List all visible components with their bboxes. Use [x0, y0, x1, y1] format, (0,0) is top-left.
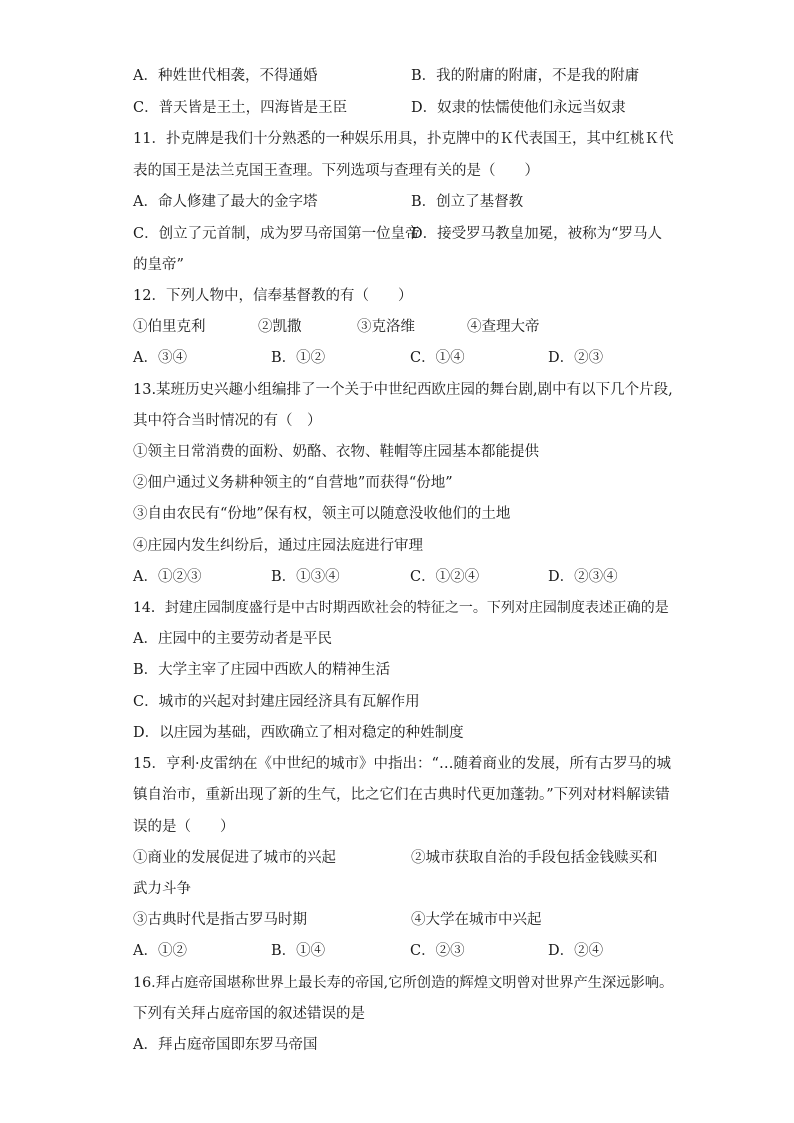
q15-item-3: ③古典时代是指古罗马时期	[133, 912, 307, 928]
q15-option-d: D．②④	[548, 943, 604, 959]
q12-item-1: ①伯里克利	[133, 319, 206, 335]
q13-item-1: ①领主日常消费的面粉、奶酪、衣物、鞋帽等庄园基本都能提供	[133, 444, 539, 460]
q14-option-a: A．庄园中的主要劳动者是平民	[133, 631, 332, 647]
q12-item-4: ④查理大帝	[467, 319, 540, 335]
q15-option-a: A．①②	[133, 943, 187, 959]
q12-option-c: C．①④	[410, 350, 465, 366]
q16-option-a: A．拜占庭帝国即东罗马帝国	[133, 1037, 318, 1053]
q10-option-b: B．我的附庸的附庸，不是我的附庸	[411, 68, 640, 84]
q13-item-3: ③自由农民有“份地”保有权，领主可以随意没收他们的土地	[133, 506, 511, 522]
q13-item-4: ④庄园内发生纠纷后，通过庄园法庭进行审理	[133, 538, 423, 554]
q13-item-2: ②佃户通过义务耕种领主的“自营地”而获得“份地”	[133, 475, 453, 491]
q12-option-d: D．②③	[548, 350, 604, 366]
q11-option-a: A．命人修建了最大的金字塔	[133, 194, 318, 210]
q12-item-2: ②凯撒	[258, 319, 302, 335]
q11-option-d: D．接受罗马教皇加冕，被称为“罗马人	[411, 226, 663, 242]
q15-item-1: ①商业的发展促进了城市的兴起	[133, 850, 336, 866]
q14-option-c: C．城市的兴起对封建庄园经济具有瓦解作用	[133, 694, 420, 710]
q13-option-b: B．①③④	[271, 569, 340, 585]
q11-option-d-continued: 的皇帝”	[133, 257, 184, 273]
q13-stem-line2: 其中符合当时情况的有（ ）	[133, 413, 322, 429]
q12-stem: 12．下列人物中，信奉基督教的有（ ）	[133, 288, 413, 304]
q11-stem-line1: 11．扑克牌是我们十分熟悉的一种娱乐用具，扑克牌中的Ｋ代表国王，其中红桃Ｋ代	[133, 131, 674, 147]
q16-stem-line2: 下列有关拜占庭帝国的叙述错误的是	[133, 1006, 365, 1022]
q16-stem-line1: 16.拜占庭帝国堪称世界上最长寿的帝国,它所创造的辉煌文明曾对世界产生深远影响。	[133, 975, 674, 991]
q15-stem-line2: 镇自治市，重新出现了新的生气，比之它们在古典时代更加蓬勃。”下列对材料解读错	[133, 787, 670, 803]
q13-option-c: C．①②④	[410, 569, 480, 585]
q15-item-4: ④大学在城市中兴起	[411, 912, 542, 928]
q10-option-d: D．奴隶的怯懦使他们永远当奴隶	[411, 100, 626, 116]
q15-stem-line3: 误的是（ ）	[133, 819, 235, 835]
q15-stem-line1: 15．亨利·皮雷纳在《中世纪的城市》中指出：“…随着商业的发展，所有古罗马的城	[133, 756, 671, 772]
q15-item-2: ②城市获取自治的手段包括金钱赎买和	[411, 850, 658, 866]
q12-option-a: A．③④	[133, 350, 187, 366]
q11-option-b: B．创立了基督教	[411, 194, 524, 210]
q12-item-3: ③克洛维	[357, 319, 415, 335]
q13-stem-line1: 13.某班历史兴趣小组编排了一个关于中世纪西欧庄园的舞台剧,剧中有以下几个片段,	[133, 382, 673, 398]
q12-option-b: B．①②	[271, 350, 326, 366]
q13-option-d: D．②③④	[548, 569, 618, 585]
q15-option-b: B．①④	[271, 943, 326, 959]
q11-option-c: C．创立了元首制，成为罗马帝国第一位皇帝	[133, 226, 420, 242]
q10-option-a: A．种姓世代相袭，不得通婚	[133, 68, 318, 84]
q15-option-c: C．②③	[410, 943, 465, 959]
q10-option-c: C．普天皆是王土，四海皆是王臣	[133, 100, 348, 116]
q14-option-b: B．大学主宰了庄园中西欧人的精神生活	[133, 662, 391, 678]
q14-stem: 14．封建庄园制度盛行是中古时期西欧社会的特征之一。下列对庄园制度表述正确的是	[133, 600, 669, 616]
q15-item-2-continued: 武力斗争	[133, 881, 191, 897]
q11-stem-line2: 表的国王是法兰克国王查理。下列选项与查理有关的是（ ）	[133, 163, 539, 179]
q13-option-a: A．①②③	[133, 569, 202, 585]
q14-option-d: D．以庄园为基础，西欧确立了相对稳定的种姓制度	[133, 725, 464, 741]
